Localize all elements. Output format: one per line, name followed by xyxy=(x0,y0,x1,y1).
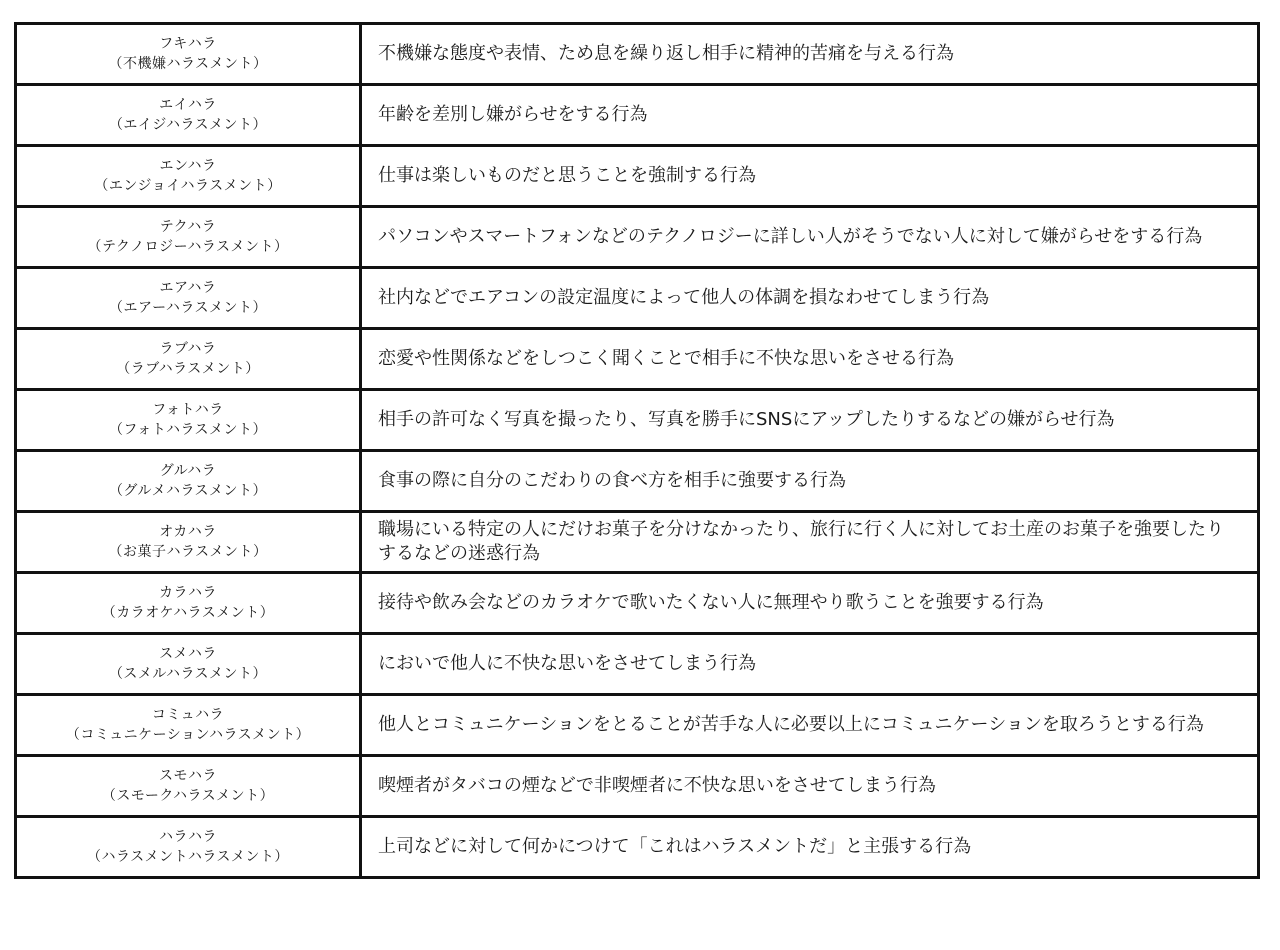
description-cell: 仕事は楽しいものだと思うことを強制する行為 xyxy=(361,146,1259,207)
term-abbreviation: スメハラ xyxy=(159,646,217,662)
table-row xyxy=(16,146,1259,207)
table-row xyxy=(16,512,1259,573)
term-full-name: （エアーハラスメント） xyxy=(109,300,267,316)
term-cell xyxy=(16,451,361,512)
term-full-name: （フォトハラスメント） xyxy=(108,422,268,438)
term-full-name: （テクノロジーハラスメント） xyxy=(87,239,289,255)
table-row xyxy=(16,695,1259,756)
term-cell xyxy=(16,146,361,207)
term-abbreviation: フキハラ xyxy=(159,36,217,52)
description-cell: においで他人に不快な思いをさせてしまう行為 xyxy=(361,634,1259,695)
table-row xyxy=(16,756,1259,817)
description-cell: 相手の許可なく写真を撮ったり、写真を勝手にSNSにアップしたりするなどの嫌がらせ行為 xyxy=(361,390,1259,451)
description-cell: パソコンやスマートフォンなどのテクノロジーに詳しい人がそうでない人に対して嫌がらせをする行為 xyxy=(361,207,1259,268)
term-cell xyxy=(16,634,361,695)
table-row xyxy=(16,207,1259,268)
term-cell xyxy=(16,695,361,756)
term-cell xyxy=(16,390,361,451)
table-row xyxy=(16,268,1259,329)
description-cell: 職場にいる特定の人にだけお菓子を分けなかったり、旅行に行く人に対してお土産のお菓子を強要したりするなどの迷惑行為 xyxy=(361,512,1259,573)
term-full-name: （ラブハラスメント） xyxy=(116,361,260,377)
term-cell xyxy=(16,817,361,878)
table-row xyxy=(16,329,1259,390)
table-row xyxy=(16,634,1259,695)
term-abbreviation: ハラハラ xyxy=(159,829,217,845)
term-cell xyxy=(16,268,361,329)
description-cell: 不機嫌な態度や表情、ため息を繰り返し相手に精神的苦痛を与える行為 xyxy=(361,24,1259,85)
term-cell xyxy=(16,512,361,573)
term-abbreviation: テクハラ xyxy=(159,219,217,235)
term-full-name: （スモークハラスメント） xyxy=(101,788,275,804)
term-full-name: （不機嫌ハラスメント） xyxy=(108,56,268,72)
term-full-name: （ハラスメントハラスメント） xyxy=(87,849,289,865)
term-full-name: （エンジョイハラスメント） xyxy=(94,178,282,194)
description-cell: 喫煙者がタバコの煙などで非喫煙者に不快な思いをさせてしまう行為 xyxy=(361,756,1259,817)
term-abbreviation: コミュハラ xyxy=(151,707,225,723)
table-row xyxy=(16,85,1259,146)
term-cell xyxy=(16,573,361,634)
term-abbreviation: カラハラ xyxy=(159,585,217,601)
term-abbreviation: スモハラ xyxy=(159,768,217,784)
term-abbreviation: オカハラ xyxy=(159,524,217,540)
harassment-table xyxy=(14,22,1260,879)
term-full-name: （スメルハラスメント） xyxy=(108,666,268,682)
term-cell xyxy=(16,85,361,146)
term-abbreviation: ラブハラ xyxy=(159,341,217,357)
term-abbreviation: エアハラ xyxy=(159,280,217,296)
term-full-name: （グルメハラスメント） xyxy=(108,483,268,499)
term-full-name: （コミュニケーションハラスメント） xyxy=(65,727,311,743)
term-abbreviation: エンハラ xyxy=(159,158,217,174)
table-row xyxy=(16,24,1259,85)
table-row xyxy=(16,451,1259,512)
term-full-name: （カラオケハラスメント） xyxy=(101,605,275,621)
description-cell: 他人とコミュニケーションをとることが苦手な人に必要以上にコミュニケーションを取ろうとする行為 xyxy=(361,695,1259,756)
description-cell: 恋愛や性関係などをしつこく聞くことで相手に不快な思いをさせる行為 xyxy=(361,329,1259,390)
term-abbreviation: エイハラ xyxy=(159,97,217,113)
description-cell: 上司などに対して何かにつけて「これはハラスメントだ」と主張する行為 xyxy=(361,817,1259,878)
table-body xyxy=(16,24,1259,878)
term-cell xyxy=(16,207,361,268)
table-row xyxy=(16,817,1259,878)
term-full-name: （お菓子ハラスメント） xyxy=(108,544,268,560)
term-abbreviation: グルハラ xyxy=(159,463,217,479)
term-cell xyxy=(16,24,361,85)
term-full-name: （エイジハラスメント） xyxy=(108,117,268,133)
description-cell: 接待や飲み会などのカラオケで歌いたくない人に無理やり歌うことを強要する行為 xyxy=(361,573,1259,634)
description-cell: 食事の際に自分のこだわりの食べ方を相手に強要する行為 xyxy=(361,451,1259,512)
term-cell xyxy=(16,329,361,390)
table-row xyxy=(16,390,1259,451)
harassment-table-container xyxy=(14,22,1260,879)
description-cell: 社内などでエアコンの設定温度によって他人の体調を損なわせてしまう行為 xyxy=(361,268,1259,329)
term-abbreviation: フォトハラ xyxy=(152,402,224,418)
description-cell: 年齢を差別し嫌がらせをする行為 xyxy=(361,85,1259,146)
table-row xyxy=(16,573,1259,634)
term-cell xyxy=(16,756,361,817)
